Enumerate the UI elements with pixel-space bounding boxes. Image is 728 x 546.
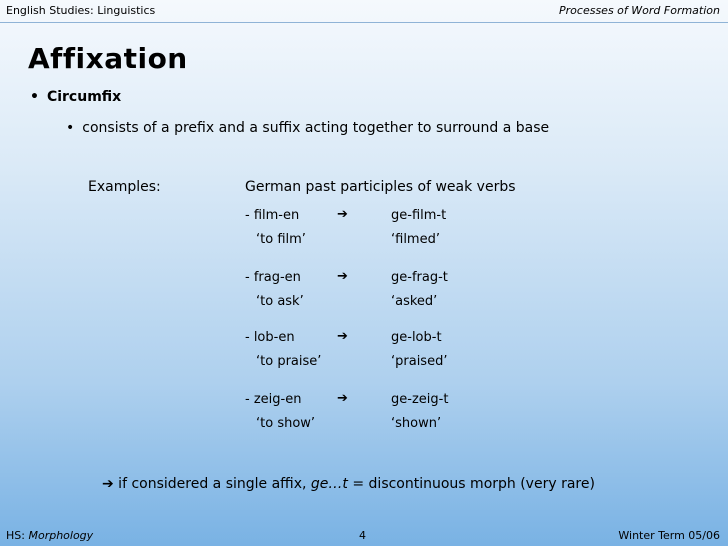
bullet-marker: • bbox=[30, 89, 39, 105]
arrow-icon: ➔ bbox=[337, 269, 348, 284]
verb-target: ge-lob-t bbox=[391, 330, 442, 345]
arrow-icon: ➔ bbox=[337, 207, 348, 222]
verb-source-gloss: ‘to ask’ bbox=[256, 294, 304, 309]
verb-example bbox=[245, 270, 565, 318]
footer-course-prefix: HS: bbox=[6, 529, 29, 542]
arrow-icon: ➔ bbox=[337, 391, 348, 406]
slide-title: Affixation bbox=[28, 42, 188, 75]
note-line bbox=[102, 476, 595, 492]
verb-source-gloss: ‘to show’ bbox=[256, 416, 316, 431]
footer-course bbox=[6, 529, 93, 542]
arrow-icon: ➔ bbox=[102, 476, 114, 492]
verb-example bbox=[245, 330, 565, 378]
note-text-end: = discontinuous morph (very rare) bbox=[347, 476, 595, 492]
verb-target-gloss: ‘praised’ bbox=[391, 354, 448, 369]
footer-term: Winter Term 05/06 bbox=[618, 529, 720, 542]
footer-course-topic: Morphology bbox=[28, 529, 94, 542]
header-bar bbox=[0, 0, 728, 23]
bullet-definition bbox=[66, 120, 549, 136]
verb-example bbox=[245, 392, 565, 440]
page-number: 4 bbox=[359, 529, 366, 542]
verb-source-gloss: ‘to praise’ bbox=[256, 354, 322, 369]
bullet-circumfix bbox=[30, 89, 121, 105]
note-text: if considered a single affix, bbox=[113, 476, 311, 492]
verb-source: - lob-en bbox=[245, 330, 295, 345]
verb-target-gloss: ‘filmed’ bbox=[391, 232, 440, 247]
course-title: English Studies: Linguistics bbox=[6, 4, 156, 17]
bullet-text: consists of a prefix and a suffix acting together to surround a base bbox=[82, 120, 550, 136]
examples-heading: German past participles of weak verbs bbox=[245, 179, 516, 195]
verb-source: - film-en bbox=[245, 208, 300, 223]
verb-target-gloss: ‘shown’ bbox=[391, 416, 442, 431]
bullet-text: Circumfix bbox=[46, 89, 122, 105]
verb-example bbox=[245, 208, 565, 256]
verb-target-gloss: ‘asked’ bbox=[391, 294, 438, 309]
verb-source: - zeig-en bbox=[245, 392, 302, 407]
arrow-icon: ➔ bbox=[337, 329, 348, 344]
examples-label: Examples: bbox=[88, 179, 161, 195]
verb-target: ge-film-t bbox=[391, 208, 447, 223]
bullet-marker: • bbox=[66, 120, 75, 136]
verb-source: - frag-en bbox=[245, 270, 301, 285]
footer-bar bbox=[0, 527, 728, 546]
verb-target: ge-frag-t bbox=[391, 270, 448, 285]
verb-target: ge-zeig-t bbox=[391, 392, 449, 407]
verb-source-gloss: ‘to film’ bbox=[256, 232, 306, 247]
note-emphasis: ge…t bbox=[310, 476, 348, 492]
section-title: Processes of Word Formation bbox=[559, 4, 720, 17]
